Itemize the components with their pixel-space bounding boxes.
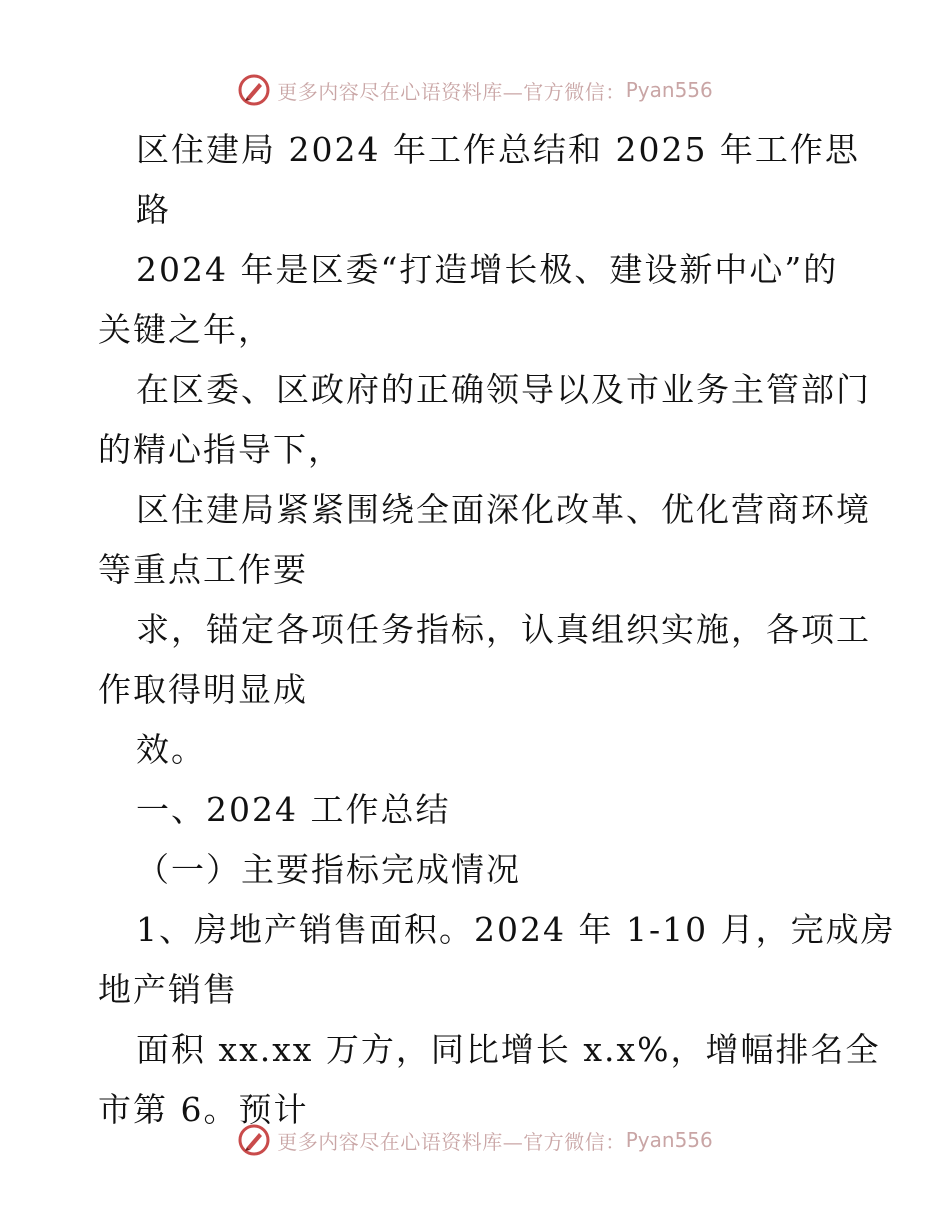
text-line: 求，锚定各项任务指标，认真组织实施，各项工 — [136, 610, 871, 649]
watermark-banner-bottom — [0, 1120, 950, 1160]
text-line: 区住建局紧紧围绕全面深化改革、优化营商环境 — [136, 490, 871, 529]
text-line: 作取得明显成 — [98, 670, 308, 709]
text-line: 效。 — [136, 730, 206, 769]
text-line: 在区委、区政府的正确领导以及市业务主管部门 — [136, 370, 871, 409]
text-line: 一、2024 工作总结 — [136, 790, 451, 829]
text-line: 等重点工作要 — [98, 550, 308, 589]
text-line: 市第 6。预计 — [98, 1090, 309, 1129]
text-line: 区住建局 2024 年工作总结和 2025 年工作思 — [136, 130, 860, 169]
document-body — [98, 120, 896, 1140]
watermark-banner-top — [0, 70, 950, 110]
pen-logo-icon — [237, 73, 271, 107]
pen-logo-icon — [237, 1123, 271, 1157]
text-line: 面积 xx.xx 万方，同比增长 x.x%，增幅排名全 — [136, 1030, 881, 1069]
watermark-text: 更多内容尽在心语资料库—官方微信： — [277, 79, 626, 104]
text-line: （一）主要指标完成情况 — [136, 850, 521, 889]
watermark-text: 更多内容尽在心语资料库—官方微信： — [277, 1129, 626, 1154]
text-line: 1、房地产销售面积。2024 年 1-10 月，完成房 — [136, 910, 896, 949]
watermark-id: Pyan556 — [625, 78, 713, 102]
text-line: 路 — [136, 190, 171, 229]
watermark-id: Pyan556 — [625, 1128, 713, 1152]
text-line: 关键之年， — [98, 310, 273, 349]
text-line: 地产销售 — [98, 970, 238, 1009]
text-line: 的精心指导下， — [98, 430, 343, 469]
text-line: 2024 年是区委“打造增长极、建设新中心”的 — [136, 250, 839, 289]
